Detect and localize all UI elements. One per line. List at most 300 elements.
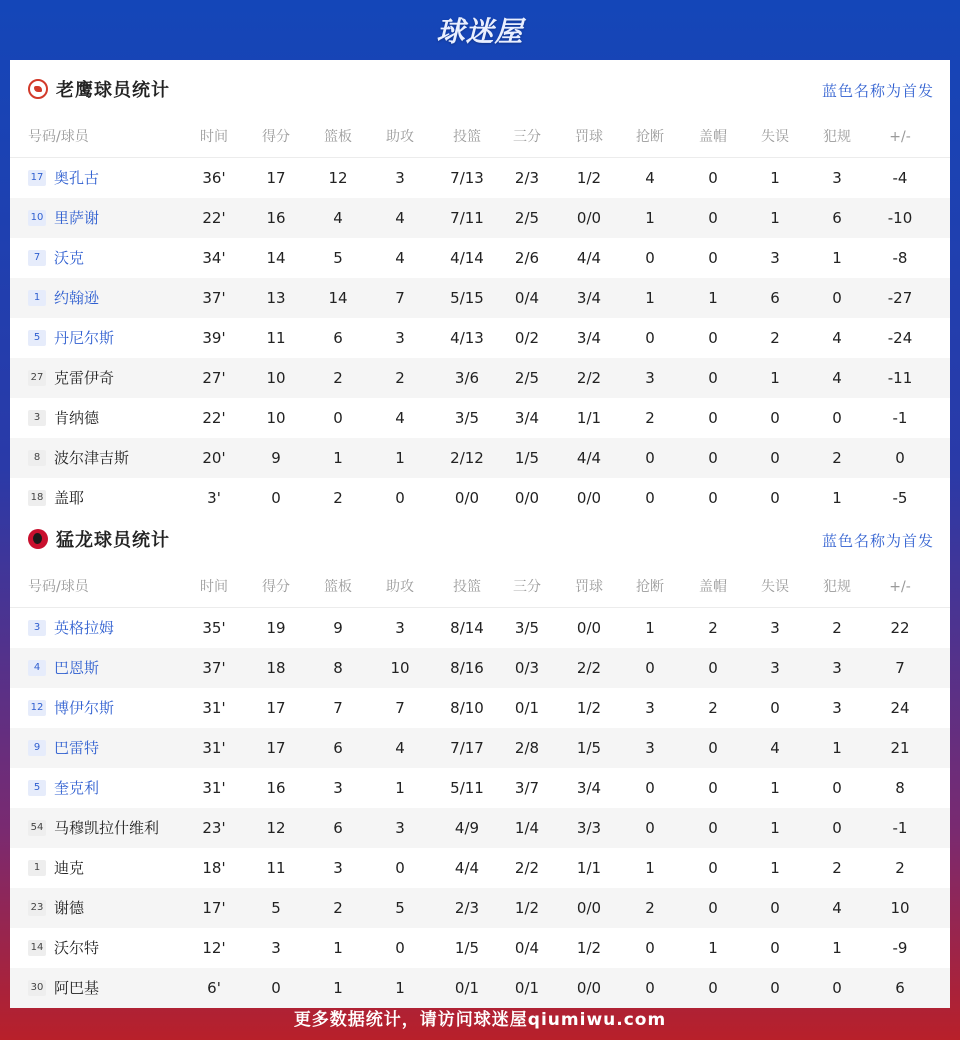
stat-cell: 3 xyxy=(395,329,405,347)
stat-cell: 3 xyxy=(395,169,405,187)
stat-cell: 2 xyxy=(395,369,405,387)
stat-cell: 24 xyxy=(890,699,910,717)
column-header: 犯规 xyxy=(823,129,851,145)
starter-note: 蓝色名称为首发 xyxy=(821,532,934,550)
column-header: 助攻 xyxy=(386,579,414,595)
stat-cell: 5 xyxy=(271,899,281,917)
player-name[interactable]: 沃尔特 xyxy=(54,939,100,957)
column-header: 投篮 xyxy=(453,579,481,595)
player-row[interactable] xyxy=(10,768,950,808)
stat-cell: 10 xyxy=(390,659,410,677)
team-title: 老鹰球员统计 xyxy=(56,80,170,101)
stat-cell: -1 xyxy=(892,819,908,837)
stat-cell: 1/5 xyxy=(454,939,480,957)
stat-cell: 1 xyxy=(645,619,655,637)
stat-cell: 2 xyxy=(333,369,343,387)
stat-cell: 7/11 xyxy=(450,209,484,227)
player-name[interactable]: 迪克 xyxy=(54,859,85,877)
stat-cell: 3 xyxy=(395,819,405,837)
stat-cell: 3 xyxy=(333,779,343,797)
stat-cell: 17 xyxy=(266,739,286,757)
column-header: 三分 xyxy=(513,579,541,595)
stat-cell: 1/1 xyxy=(576,409,602,427)
stat-cell: 2/2 xyxy=(576,659,602,677)
stat-cell: 0 xyxy=(395,489,405,507)
stat-cell: 14 xyxy=(328,289,348,307)
stat-cell: 12 xyxy=(266,819,286,837)
jersey-number: 5 xyxy=(28,780,46,796)
stat-cell: 6 xyxy=(333,329,343,347)
stat-cell: 31' xyxy=(202,779,226,797)
player-row[interactable] xyxy=(10,648,950,688)
player-row[interactable] xyxy=(10,888,950,928)
stat-cell: 0 xyxy=(645,659,655,677)
stat-cell: 4 xyxy=(832,899,842,917)
stat-cell: 0/0 xyxy=(454,489,480,507)
stat-cell: 35' xyxy=(202,619,226,637)
stat-cell: 31' xyxy=(202,739,226,757)
stat-cell: 2/6 xyxy=(514,249,540,267)
stat-cell: 0 xyxy=(271,489,281,507)
column-header: 助攻 xyxy=(386,129,414,145)
stat-cell: 1 xyxy=(770,779,780,797)
stat-cell: 1 xyxy=(395,779,405,797)
player-name[interactable]: 波尔津吉斯 xyxy=(54,449,130,467)
stat-cell: 10 xyxy=(266,409,286,427)
column-header: 时间 xyxy=(200,579,228,595)
stat-cell: 0 xyxy=(832,779,842,797)
stat-cell: 17' xyxy=(202,899,226,917)
stat-cell: 1/2 xyxy=(576,939,602,957)
stat-cell: 2 xyxy=(832,859,842,877)
stat-cell: 0 xyxy=(645,329,655,347)
jersey-number: 3 xyxy=(28,620,46,636)
stat-cell: 1 xyxy=(832,739,842,757)
stat-cell: 6 xyxy=(333,739,343,757)
column-header: 盖帽 xyxy=(699,579,727,595)
stat-cell: 1 xyxy=(708,289,718,307)
column-header: 三分 xyxy=(513,129,541,145)
team-title: 猛龙球员统计 xyxy=(56,530,170,551)
stat-cell: 3 xyxy=(395,619,405,637)
player-name[interactable]: 奎克利 xyxy=(54,779,100,797)
column-header: 号码/球员 xyxy=(28,579,89,595)
stat-cell: 0 xyxy=(770,449,780,467)
stat-cell: 5 xyxy=(333,249,343,267)
stat-cell: 1/4 xyxy=(514,819,540,837)
column-header: 时间 xyxy=(200,129,228,145)
stat-cell: 16 xyxy=(266,209,286,227)
stat-cell: 7/13 xyxy=(450,169,484,187)
stat-cell: 4 xyxy=(395,739,405,757)
column-header: 失误 xyxy=(761,579,789,595)
column-header: 投篮 xyxy=(453,129,481,145)
stat-cell: -4 xyxy=(892,169,908,187)
stat-cell: 3/5 xyxy=(454,409,480,427)
jersey-number: 10 xyxy=(28,210,46,226)
stat-cell: 6 xyxy=(770,289,780,307)
stat-cell: 1 xyxy=(770,369,780,387)
player-name[interactable]: 沃克 xyxy=(54,249,85,267)
stat-cell: 7 xyxy=(395,699,405,717)
stat-cell: 0 xyxy=(770,939,780,957)
stat-cell: 2 xyxy=(645,409,655,427)
stat-cell: 17 xyxy=(266,699,286,717)
stat-cell: 3 xyxy=(271,939,281,957)
stat-cell: 0/4 xyxy=(514,289,540,307)
stat-cell: 3/4 xyxy=(576,779,602,797)
jersey-number: 30 xyxy=(28,980,46,996)
stat-cell: 1/2 xyxy=(576,169,602,187)
footer-text: 更多数据统计，请访问球迷屋qiumiwu.com xyxy=(293,1010,667,1030)
stat-cell: 1 xyxy=(333,449,343,467)
team-header xyxy=(10,510,950,568)
stat-cell: 1 xyxy=(770,209,780,227)
stat-cell: 22' xyxy=(202,209,226,227)
stat-cell: 1/5 xyxy=(576,739,602,757)
footer-banner[interactable] xyxy=(0,1000,960,1040)
stat-cell: 0/3 xyxy=(514,659,540,677)
player-name[interactable]: 里萨谢 xyxy=(54,209,100,227)
jersey-number: 3 xyxy=(28,410,46,426)
stat-cell: 0 xyxy=(395,859,405,877)
stat-cell: 0/0 xyxy=(514,489,540,507)
jersey-number: 17 xyxy=(28,170,46,186)
stat-cell: 6' xyxy=(207,979,221,997)
player-name[interactable]: 丹尼尔斯 xyxy=(54,329,115,347)
brand-logo: 球迷屋 xyxy=(436,15,524,48)
stat-cell: 2 xyxy=(895,859,905,877)
jersey-number: 14 xyxy=(28,940,46,956)
player-row[interactable] xyxy=(10,238,950,278)
stat-cell: 18 xyxy=(266,659,286,677)
stat-cell: 1 xyxy=(770,859,780,877)
team-section-hawks xyxy=(10,60,950,518)
stat-cell: 31' xyxy=(202,699,226,717)
stat-cell: 0 xyxy=(708,409,718,427)
stat-cell: 2/3 xyxy=(514,169,540,187)
stat-cell: -1 xyxy=(892,409,908,427)
stat-cell: 3 xyxy=(832,659,842,677)
stat-cell: 16 xyxy=(266,779,286,797)
player-name[interactable]: 博伊尔斯 xyxy=(54,699,115,717)
stat-cell: 2 xyxy=(770,329,780,347)
stat-cell: 0 xyxy=(708,739,718,757)
stat-cell: 1 xyxy=(395,979,405,997)
player-name[interactable]: 克雷伊奇 xyxy=(54,369,115,387)
player-name[interactable]: 马穆凯拉什维利 xyxy=(54,819,160,837)
stat-cell: 0 xyxy=(832,819,842,837)
stat-cell: 37' xyxy=(202,289,226,307)
stat-cell: 0 xyxy=(832,289,842,307)
stat-cell: 1 xyxy=(770,169,780,187)
player-row[interactable] xyxy=(10,278,950,318)
stat-cell: 0 xyxy=(333,409,343,427)
player-row[interactable] xyxy=(10,158,950,198)
player-name[interactable]: 约翰逊 xyxy=(54,289,100,307)
player-row[interactable] xyxy=(10,318,950,358)
stat-cell: 2 xyxy=(832,619,842,637)
team-header xyxy=(10,60,950,118)
stat-cell: 0 xyxy=(770,979,780,997)
stat-cell: 4/4 xyxy=(576,249,602,267)
stat-cell: 8 xyxy=(895,779,905,797)
stat-cell: 7/17 xyxy=(450,739,484,757)
player-row[interactable] xyxy=(10,728,950,768)
stat-cell: 1 xyxy=(395,449,405,467)
stat-cell: 4 xyxy=(395,409,405,427)
page-header xyxy=(0,0,960,60)
stat-cell: 0 xyxy=(645,939,655,957)
stat-cell: 4 xyxy=(395,249,405,267)
stat-cell: 3/6 xyxy=(454,369,480,387)
table-header-row xyxy=(10,118,950,158)
stat-cell: 0 xyxy=(770,409,780,427)
stat-cell: 3/4 xyxy=(514,409,540,427)
stat-cell: 2/8 xyxy=(514,739,540,757)
stat-cell: 2/2 xyxy=(514,859,540,877)
stat-cell: 2 xyxy=(645,899,655,917)
stat-cell: -5 xyxy=(892,489,908,507)
stat-cell: 22' xyxy=(202,409,226,427)
column-header: 罚球 xyxy=(575,129,603,145)
stat-cell: 6 xyxy=(832,209,842,227)
player-row[interactable] xyxy=(10,398,950,438)
stat-cell: 0 xyxy=(832,979,842,997)
stat-cell: 3/7 xyxy=(514,779,540,797)
jersey-number: 18 xyxy=(28,490,46,506)
stat-cell: 3 xyxy=(770,249,780,267)
stat-cell: 1/2 xyxy=(514,899,540,917)
stat-cell: 0/0 xyxy=(576,899,602,917)
stat-cell: 8/10 xyxy=(450,699,484,717)
player-row[interactable] xyxy=(10,928,950,968)
stat-cell: 3 xyxy=(333,859,343,877)
column-header: 盖帽 xyxy=(699,129,727,145)
stat-cell: 21 xyxy=(890,739,910,757)
stat-cell: 11 xyxy=(266,329,286,347)
stat-cell: -10 xyxy=(887,209,913,227)
stat-cell: 0 xyxy=(645,449,655,467)
jersey-number: 1 xyxy=(28,290,46,306)
stat-cell: 1/1 xyxy=(576,859,602,877)
player-row[interactable] xyxy=(10,358,950,398)
stat-cell: 4/14 xyxy=(450,249,484,267)
stat-cell: 1 xyxy=(333,979,343,997)
column-header: 抢断 xyxy=(636,129,664,145)
player-name[interactable]: 肯纳德 xyxy=(54,409,100,427)
stat-cell: 0 xyxy=(645,249,655,267)
stat-cell: 3/4 xyxy=(576,289,602,307)
stat-cell: 0 xyxy=(271,979,281,997)
stat-cell: 1 xyxy=(708,939,718,957)
stat-cell: 3/5 xyxy=(514,619,540,637)
stat-cell: 0/1 xyxy=(514,979,540,997)
stat-cell: 4 xyxy=(832,329,842,347)
column-header: 失误 xyxy=(761,129,789,145)
stat-cell: 2 xyxy=(333,899,343,917)
stat-cell: 3 xyxy=(770,619,780,637)
stat-cell: 0 xyxy=(708,489,718,507)
stat-cell: 2 xyxy=(832,449,842,467)
jersey-number: 1 xyxy=(28,860,46,876)
stat-cell: 0 xyxy=(645,979,655,997)
stat-cell: 17 xyxy=(266,169,286,187)
stat-cell: 0 xyxy=(708,979,718,997)
player-name[interactable]: 奥孔古 xyxy=(54,169,100,187)
player-name[interactable]: 阿巴基 xyxy=(54,979,100,997)
stat-cell: 0 xyxy=(708,659,718,677)
stat-cell: 4/4 xyxy=(454,859,480,877)
column-header: +/- xyxy=(889,579,911,595)
player-row[interactable] xyxy=(10,808,950,848)
stat-cell: 1 xyxy=(770,819,780,837)
stat-cell: 12' xyxy=(202,939,226,957)
column-header: 篮板 xyxy=(324,579,352,595)
stat-cell: 39' xyxy=(202,329,226,347)
stat-cell: 0/1 xyxy=(514,699,540,717)
stat-cell: 6 xyxy=(333,819,343,837)
stat-cell: 3' xyxy=(207,489,221,507)
stat-cell: 0 xyxy=(708,249,718,267)
jersey-number: 23 xyxy=(28,900,46,916)
stat-cell: 3 xyxy=(770,659,780,677)
stat-cell: 4/4 xyxy=(576,449,602,467)
stat-cell: 0/0 xyxy=(576,619,602,637)
stat-cell: 18' xyxy=(202,859,226,877)
stat-cell: -9 xyxy=(892,939,908,957)
column-header: 罚球 xyxy=(575,579,603,595)
stat-cell: 12 xyxy=(328,169,348,187)
raptors-logo-icon xyxy=(28,529,48,549)
starter-note: 蓝色名称为首发 xyxy=(821,82,934,100)
stat-cell: 0 xyxy=(708,449,718,467)
stat-cell: 3 xyxy=(832,169,842,187)
player-name[interactable]: 谢德 xyxy=(54,899,85,917)
stat-cell: 19 xyxy=(266,619,286,637)
player-row[interactable] xyxy=(10,608,950,648)
stat-cell: 0 xyxy=(708,209,718,227)
player-row[interactable] xyxy=(10,848,950,888)
column-header: 抢断 xyxy=(636,579,664,595)
stat-cell: 1 xyxy=(333,939,343,957)
stat-cell: 0 xyxy=(708,899,718,917)
stat-cell: -11 xyxy=(887,369,913,387)
stat-cell: 8/14 xyxy=(450,619,484,637)
jersey-number: 12 xyxy=(28,700,46,716)
player-name[interactable]: 英格拉姆 xyxy=(54,619,115,637)
player-row[interactable] xyxy=(10,438,950,478)
stat-cell: 0 xyxy=(770,899,780,917)
stat-cell: 0 xyxy=(708,779,718,797)
stat-cell: -8 xyxy=(892,249,908,267)
player-name[interactable]: 巴雷特 xyxy=(54,739,100,757)
stat-cell: 3 xyxy=(645,369,655,387)
stat-cell: 2 xyxy=(708,619,718,637)
column-header: 号码/球员 xyxy=(28,129,89,145)
stats-panel xyxy=(10,60,950,1000)
stat-cell: 8/16 xyxy=(450,659,484,677)
player-row[interactable] xyxy=(10,688,950,728)
stat-cell: 1 xyxy=(832,489,842,507)
stat-cell: 2/3 xyxy=(454,899,480,917)
stat-cell: 0/2 xyxy=(514,329,540,347)
stat-cell: 2/5 xyxy=(514,209,540,227)
stat-cell: 37' xyxy=(202,659,226,677)
stat-cell: 7 xyxy=(395,289,405,307)
stat-cell: 4/13 xyxy=(450,329,484,347)
stat-cell: 8 xyxy=(333,659,343,677)
stat-cell: 1 xyxy=(645,209,655,227)
stat-cell: 0 xyxy=(832,409,842,427)
stat-cell: 3 xyxy=(832,699,842,717)
stat-cell: 1 xyxy=(832,249,842,267)
stat-cell: 0 xyxy=(708,369,718,387)
stat-cell: 4 xyxy=(333,209,343,227)
stat-cell: 9 xyxy=(271,449,281,467)
stat-cell: 11 xyxy=(266,859,286,877)
stat-cell: 27' xyxy=(202,369,226,387)
stat-cell: 4 xyxy=(832,369,842,387)
column-header: 篮板 xyxy=(324,129,352,145)
stat-cell: 0/1 xyxy=(454,979,480,997)
stat-cell: 9 xyxy=(333,619,343,637)
stat-cell: -27 xyxy=(887,289,913,307)
stat-cell: 1/2 xyxy=(576,699,602,717)
stat-cell: 0/0 xyxy=(576,979,602,997)
stat-cell: 7 xyxy=(333,699,343,717)
stat-cell: 0 xyxy=(645,779,655,797)
stat-cell: -24 xyxy=(887,329,913,347)
stat-cell: 0 xyxy=(770,489,780,507)
player-name[interactable]: 巴恩斯 xyxy=(54,659,100,677)
stat-cell: 4 xyxy=(770,739,780,757)
jersey-number: 27 xyxy=(28,370,46,386)
stat-cell: 0 xyxy=(708,859,718,877)
stat-cell: 0 xyxy=(770,699,780,717)
jersey-number: 54 xyxy=(28,820,46,836)
stat-cell: 1 xyxy=(645,289,655,307)
column-header: 得分 xyxy=(262,579,290,595)
stat-cell: 2/2 xyxy=(576,369,602,387)
stat-cell: 4 xyxy=(645,169,655,187)
team-section-raptors xyxy=(10,510,950,1008)
player-row[interactable] xyxy=(10,198,950,238)
hawks-logo-icon xyxy=(28,79,48,99)
column-header: 得分 xyxy=(262,129,290,145)
stat-cell: 10 xyxy=(890,899,910,917)
jersey-number: 5 xyxy=(28,330,46,346)
stat-cell: 5/15 xyxy=(450,289,484,307)
stat-cell: 5 xyxy=(395,899,405,917)
stat-cell: 0 xyxy=(708,329,718,347)
stat-cell: 13 xyxy=(266,289,286,307)
stat-cell: 4 xyxy=(395,209,405,227)
column-header: 犯规 xyxy=(823,579,851,595)
jersey-number: 8 xyxy=(28,450,46,466)
stat-cell: 0 xyxy=(395,939,405,957)
jersey-number: 9 xyxy=(28,740,46,756)
player-name[interactable]: 盖耶 xyxy=(54,489,85,507)
table-header-row xyxy=(10,568,950,608)
stat-cell: 2 xyxy=(708,699,718,717)
stat-cell: 3 xyxy=(645,699,655,717)
stat-cell: 0/0 xyxy=(576,489,602,507)
stat-cell: 2/5 xyxy=(514,369,540,387)
stat-cell: 3/4 xyxy=(576,329,602,347)
stat-cell: 5/11 xyxy=(450,779,484,797)
stat-cell: 6 xyxy=(895,979,905,997)
